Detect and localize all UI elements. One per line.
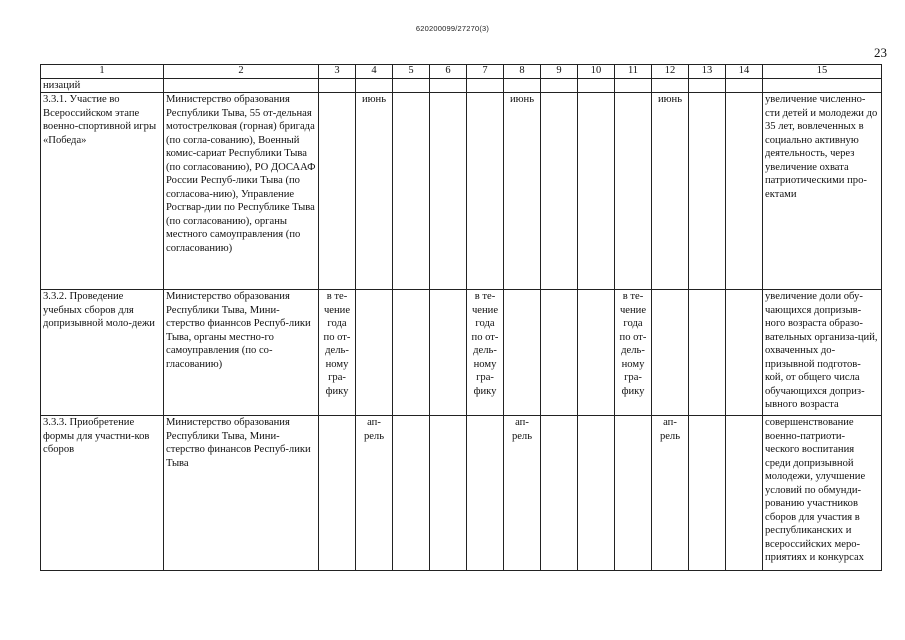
column-header: 15 <box>763 65 882 79</box>
column-header: 3 <box>319 65 356 79</box>
schedule-cell <box>393 93 430 290</box>
column-header: 4 <box>356 65 393 79</box>
schedule-cell: ап-рель <box>504 416 541 571</box>
schedule-cell <box>467 93 504 290</box>
schedule-cell <box>689 290 726 416</box>
column-header: 13 <box>689 65 726 79</box>
column-header: 8 <box>504 65 541 79</box>
schedule-cell <box>430 93 467 290</box>
schedule-cell <box>393 290 430 416</box>
executors: Министерство образования Республики Тыва, Мини-стерство финансов Респуб-лики Тыва <box>164 416 319 571</box>
document-id: 620200099/27270(3) <box>415 24 490 33</box>
column-header: 6 <box>430 65 467 79</box>
schedule-cell <box>578 93 615 290</box>
schedule-cell <box>393 416 430 571</box>
activity-name: 3.3.2. Проведение учебных сборов для допризывной моло-дежи <box>41 290 164 416</box>
expected-result: совершенствование военно-патриоти-ческого воспитания среди допризывной молодежи, улучшение условий по обмунди-рованию участников сборов для участия в республиканских и всероссийских меро-приятиях и конкурсах <box>763 416 882 571</box>
schedule-cell <box>726 416 763 571</box>
executors: Министерство образования Республики Тыва, 55 от-дельная мотострелковая (горная) бригада (по согла-сованию), Военный комис-сариат Республики Тыва (по согласованию), РО ДОСААФ России Респуб-лики Тыва (по согласова-нию), Управление Росгвар-дии по Республике Тыва (по согласованию), органы местного самоуправления (по согласованию) <box>164 93 319 290</box>
schedule-cell: в те-чение года по от-дель-ному гра-фику <box>467 290 504 416</box>
schedule-cell <box>615 93 652 290</box>
expected-result: увеличение доли обу-чающихся допризыв-ного возраста образо-вательных организа-ций, охваченных до-призывной подготов-кой, от общего числа обучающихся доприз-ывного возраста <box>763 290 882 416</box>
schedule-cell <box>319 416 356 571</box>
schedule-cell <box>689 416 726 571</box>
column-header: 2 <box>164 65 319 79</box>
column-header: 14 <box>726 65 763 79</box>
schedule-cell: июнь <box>356 93 393 290</box>
schedule-cell <box>430 416 467 571</box>
schedule-cell: ап-рель <box>652 416 689 571</box>
column-header: 12 <box>652 65 689 79</box>
expected-result: увеличение численно-сти детей и молодежи до 35 лет, вовлеченных в социально активную деятельность, через увеличение охвата патриотическими про-ектами <box>763 93 882 290</box>
continuation-text: низаций <box>41 79 164 93</box>
schedule-cell <box>319 93 356 290</box>
page-number: 23 <box>874 45 887 60</box>
column-header: 9 <box>541 65 578 79</box>
schedule-cell <box>726 290 763 416</box>
schedule-cell <box>430 290 467 416</box>
table-row <box>41 416 882 571</box>
schedule-cell <box>541 93 578 290</box>
schedule-cell <box>467 416 504 571</box>
column-number-row <box>41 65 882 79</box>
column-header: 7 <box>467 65 504 79</box>
schedule-cell <box>578 290 615 416</box>
column-header: 10 <box>578 65 615 79</box>
schedule-cell <box>689 93 726 290</box>
schedule-cell: июнь <box>652 93 689 290</box>
schedule-cell <box>504 290 541 416</box>
executors: Министерство образования Республики Тыва, Мини-стерство фианнсов Респуб-лики Тыва, органы местно-го самоуправления (по со-гласованию) <box>164 290 319 416</box>
activity-name: 3.3.3. Приобретение формы для участни-ков сборов <box>41 416 164 571</box>
schedule-cell <box>356 290 393 416</box>
schedule-cell <box>615 416 652 571</box>
table-row <box>41 290 882 416</box>
schedule-cell <box>578 416 615 571</box>
schedule-cell: в те-чение года по от-дель-ному гра-фику <box>319 290 356 416</box>
schedule-cell <box>541 290 578 416</box>
schedule-cell <box>726 93 763 290</box>
schedule-cell: июнь <box>504 93 541 290</box>
schedule-cell <box>652 290 689 416</box>
schedule-cell: ап-рель <box>356 416 393 571</box>
schedule-table <box>40 64 882 571</box>
column-header: 1 <box>41 65 164 79</box>
column-header: 5 <box>393 65 430 79</box>
schedule-cell <box>541 416 578 571</box>
table-row <box>41 93 882 290</box>
schedule-cell: в те-чение года по от-дель-ному гра-фику <box>615 290 652 416</box>
activity-name: 3.3.1. Участие во Всероссийском этапе военно-спортивной игры «Победа» <box>41 93 164 290</box>
column-header: 11 <box>615 65 652 79</box>
continuation-row <box>41 79 882 93</box>
